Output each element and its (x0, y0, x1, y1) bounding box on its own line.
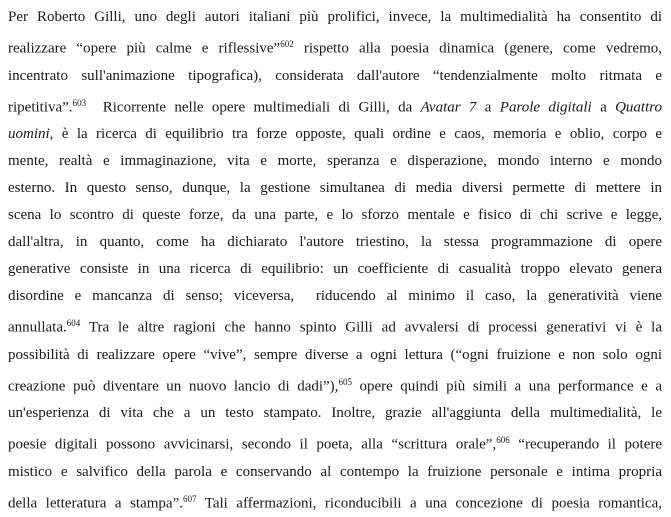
text-run: mistico e salvifico della parola e conservando al contempo la fruizione personale e intima propria (8, 464, 662, 480)
text-line (8, 229, 662, 256)
text-run: Tali affermazioni, riconducibili a una concezione di poesia romantica, (196, 495, 662, 511)
paragraph-text-block (8, 4, 662, 517)
footnote-ref: 604 (67, 318, 81, 328)
text-run: Tra le altre ragioni che hanno spinto Gilli ad avvalersi di processi generativi vi è la (80, 320, 662, 336)
text-line (8, 31, 662, 63)
text-run: esterno. In questo senso, dunque, la gestione simultanea di media diversi permette di mettere in (8, 180, 662, 196)
text-run: ripetitiva”. (8, 99, 73, 115)
text-line (8, 148, 662, 175)
text-run: rispetto alla poesia dinamica (genere, come vedremo, (294, 41, 662, 57)
text-line (8, 121, 662, 148)
footnote-ref: 602 (280, 39, 294, 49)
text-line (8, 4, 662, 31)
footnote-ref: 607 (183, 494, 197, 504)
text-run: , è la ricerca di equilibrio tra forze opposte, quali ordine e caos, memoria e oblio, corpo e (50, 126, 662, 142)
text-run: della letteratura a stampa”. (8, 495, 183, 511)
text-line (8, 175, 662, 202)
text-run: un'esperienza di vita che a un testo stampato. Inoltre, grazie all'aggiunta della multimedialità, le (8, 405, 662, 421)
text-run: possibilità di realizzare opere “vive”, sempre diverse a ogni lettura (“ogni fruizione e non solo ogni (8, 347, 662, 363)
text-run: Ricorrente nelle opere multimediali di Gilli, da (86, 99, 421, 115)
text-run: disordine e mancanza di senso; viceversa, riducendo al minimo il caso, la generatività viene (8, 288, 662, 304)
text-run: incentrato sull'animazione tipografica), considerata dall'autore “tendenzialmente molto ritmata e (8, 68, 662, 84)
footnote-ref: 605 (338, 377, 352, 387)
work-title-text: Parole digitali (500, 99, 592, 115)
text-run: opere quindi più simili a una performance e a (352, 378, 662, 394)
work-title-text: Avatar 7 (421, 99, 477, 115)
text-line (8, 459, 662, 486)
work-title-text: Quattro (615, 99, 662, 115)
text-run: annullata. (8, 320, 67, 336)
text-run: dall'altra, in quanto, come ha dichiarato l'autore triestino, la stessa programmazione di opere (8, 234, 662, 250)
text-run: mente, realtà e immaginazione, vita e morte, speranza e disperazione, mondo interno e mondo (8, 153, 662, 169)
footnote-ref: 603 (73, 98, 87, 108)
text-run: creazione può diventare un nuovo lancio di dadi”), (8, 378, 338, 394)
text-line (8, 342, 662, 369)
text-run: scena lo scontro di queste forze, da una parte, e lo sforzo mentale e fisico di chi scrive e legge, (8, 207, 662, 223)
text-line (8, 283, 662, 310)
text-run: a (476, 99, 499, 115)
footnote-ref: 606 (496, 435, 510, 445)
text-line (8, 369, 662, 401)
text-line (8, 486, 662, 517)
work-title-text: uomini (8, 126, 50, 142)
text-line (8, 400, 662, 427)
text-line (8, 427, 662, 459)
text-run: a (592, 99, 615, 115)
text-run: realizzare “opere più calme e riflessive” (8, 41, 280, 57)
text-run: Per Roberto Gilli, uno degli autori italiani più prolifici, invece, la multimedialità ha consentito di (8, 9, 662, 25)
text-line (8, 63, 662, 90)
text-run: generative consiste in una ricerca di equilibrio: un coefficiente di casualità troppo elevato genera (8, 261, 662, 277)
text-line (8, 90, 662, 122)
text-line (8, 202, 662, 229)
text-run: “recuperando il potere (510, 437, 662, 453)
text-line (8, 256, 662, 283)
text-line (8, 310, 662, 342)
text-run: poesie digitali possono avvicinarsi, secondo il poeta, alla “scrittura orale”, (8, 437, 496, 453)
